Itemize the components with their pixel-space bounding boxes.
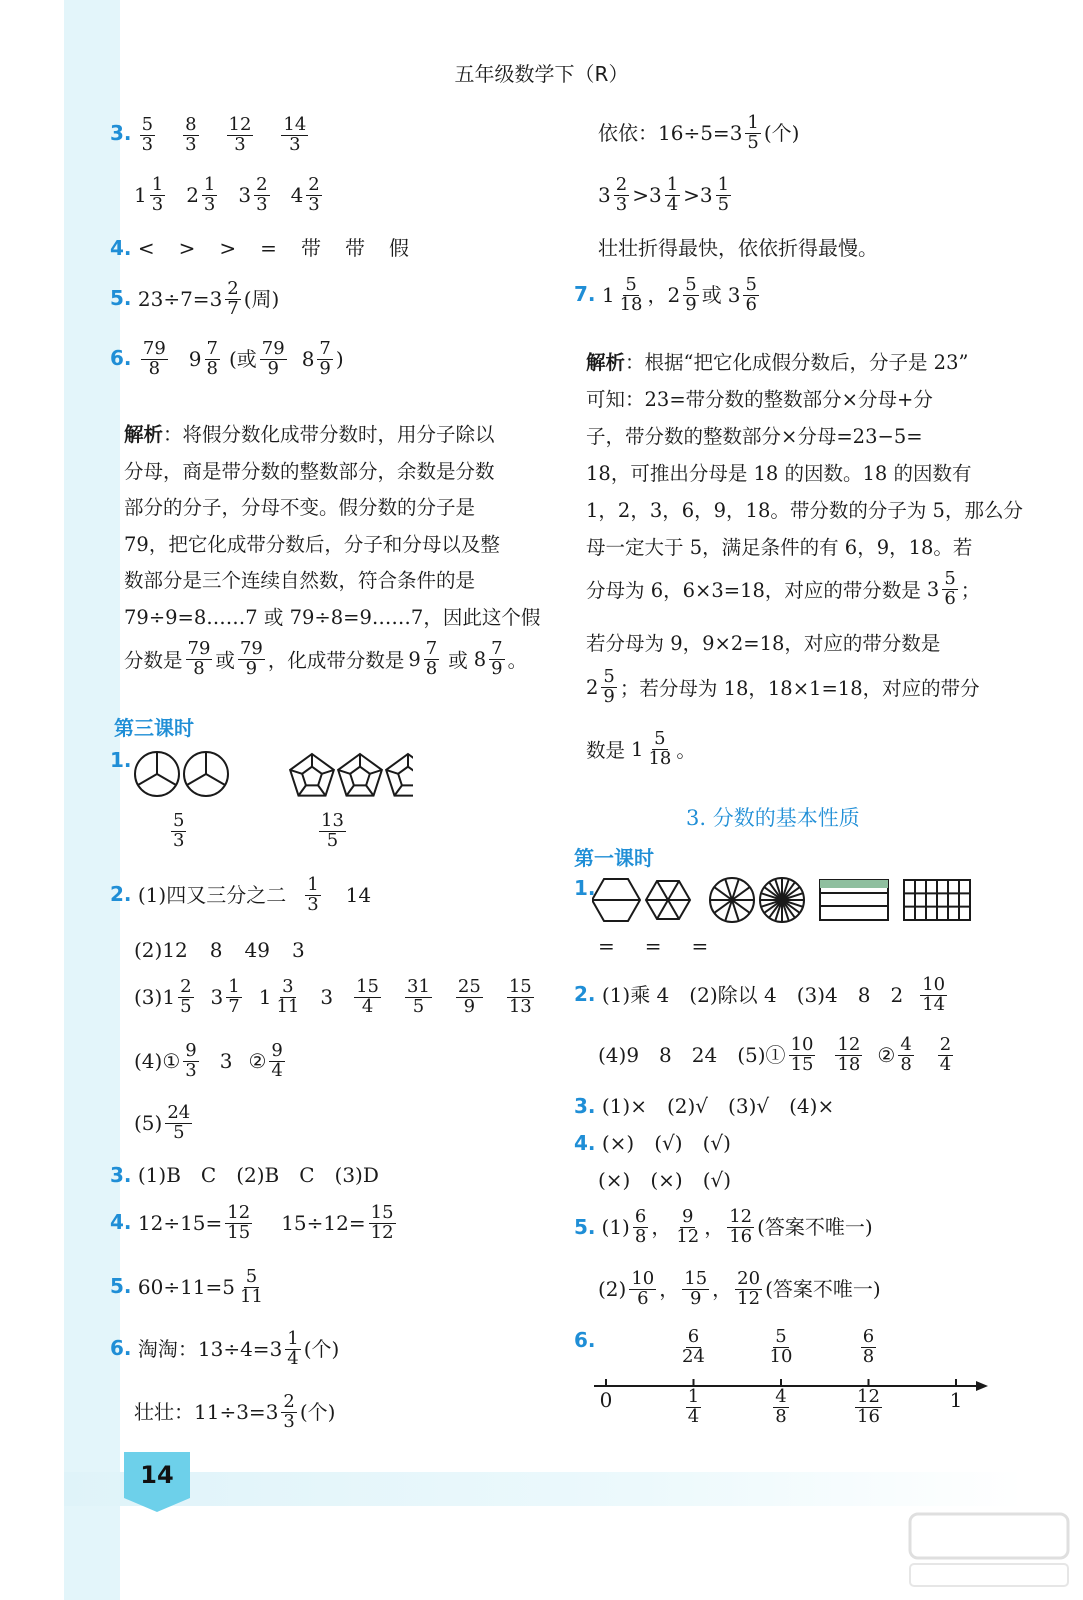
s1-label: 1. <box>110 748 132 772</box>
mixed-fraction: $\frac{3}{11}$ <box>276 976 300 1017</box>
mixed-fraction: $\frac{1}{3}$ <box>151 174 164 215</box>
s2-5-row: (5) $\frac{24}{5}$ <box>134 1102 191 1143</box>
s2-3-row <box>134 978 537 1017</box>
c1-equals-sign: = <box>598 934 615 958</box>
left-s2-1: 2. (1)四又三分之二 $\frac{1}{3}$ 14 <box>110 874 372 915</box>
right-c5b <box>598 1270 881 1309</box>
mixed-fraction: $\frac{1}{3}$ <box>203 174 216 215</box>
left-explanation <box>124 417 540 636</box>
c5-note: (答案不唯一) <box>765 1277 881 1302</box>
q3-label: 3. <box>110 120 132 145</box>
right-explanation-line: 母一定大于 5，满足条件的有 6，9，18。若 <box>586 536 973 559</box>
s2-4-row: (4)① $\frac{9}{3}$ 3 ② $\frac{9}{4}$ <box>134 1040 283 1081</box>
right-c2: 2. (1)乘 4 (2)除以 4 (3)4 8 2 $\frac{10}{14}$ <box>574 974 946 1015</box>
left-s4: 4. 12÷15= $\frac{12}{15}$ 15÷12= $\frac{15}{12}$ <box>110 1202 394 1243</box>
left-q4 <box>110 238 409 258</box>
number-line-lower-label <box>855 1388 883 1427</box>
q3-fraction: $\frac{5}{3}$ <box>141 114 154 155</box>
fraction: $\frac{6}{24}$ <box>682 1326 705 1367</box>
left-explanation-line: 数部分是三个连续自然数，符合条件的是 <box>124 569 476 592</box>
c5-fraction: $\frac{12}{16}$ <box>729 1206 753 1247</box>
mixed-fraction: $\frac{2}{5}$ <box>180 976 192 1017</box>
q4-item: > <box>178 236 196 260</box>
section-title-lesson1: 第一课时 <box>574 846 654 870</box>
c5-note: (答案不唯一) <box>757 1215 873 1240</box>
c4-label: 4. <box>574 1131 596 1155</box>
mixed-fraction: $\frac{2}{3}$ <box>308 174 320 215</box>
c1-equals-row <box>598 936 708 956</box>
s2-2-item: (2)12 <box>134 938 188 962</box>
right-explanation-line: 可知：23=带分数的整数部分×分母+分 <box>586 388 933 411</box>
right-explanation-line: 子，带分数的整数部分×分母=23−5= <box>586 425 923 448</box>
right-explanation-line: 18，可推出分母是 18 的因数。18 的因数有 <box>586 462 972 485</box>
q3-mixed-number <box>291 176 325 215</box>
s2-2-item: 8 <box>209 938 223 962</box>
q3-mixed-number <box>238 176 272 215</box>
q6-close: ) <box>335 347 344 372</box>
s2-2-item: 3 <box>291 938 305 962</box>
number-line-lower-label <box>767 1388 795 1427</box>
number-line-upper-label <box>680 1328 708 1367</box>
mixed-whole: 1 <box>258 985 272 1010</box>
number-line <box>590 1326 990 1446</box>
left-s3 <box>110 1165 379 1185</box>
q4-item: < <box>137 236 155 260</box>
mixed-whole: 1 <box>134 183 147 208</box>
mixed-whole: 4 <box>290 183 304 208</box>
q5-label: 5. <box>110 285 132 310</box>
right-c3 <box>574 1096 834 1116</box>
q4-item: 假 <box>388 236 409 260</box>
section-title-lesson3: 第三课时 <box>114 716 194 740</box>
c1-equals-sign: = <box>691 934 709 958</box>
c5-prefix: (1) <box>601 1215 630 1240</box>
comma: ， <box>712 1277 733 1302</box>
c5-fraction: $\frac{10}{6}$ <box>631 1268 655 1309</box>
q6-label: 6. <box>110 345 132 370</box>
q3-mixed-row <box>134 176 325 215</box>
q4-items <box>138 236 409 260</box>
s1-fraction-2: $\frac{13}{5}$ <box>321 810 344 851</box>
q4-item: 带 <box>300 236 321 260</box>
c3-label: 3. <box>574 1094 596 1118</box>
c3-answer: (1)× (2)√ (3)√ (4)× <box>601 1094 835 1118</box>
s1-fraction-1: $\frac{5}{3}$ <box>173 810 185 851</box>
left-s6b: 壮壮：11÷3=3 $\frac{2}{3}$ (个) <box>134 1391 336 1432</box>
q3-mixed-number <box>134 176 168 215</box>
c2-label: 2. <box>574 981 596 1006</box>
q6-mixed-1-whole: 9 <box>188 347 202 372</box>
circle-thirds-shape <box>135 752 179 796</box>
fraction: $\frac{6}{8}$ <box>862 1326 875 1367</box>
page-number-tab-tip <box>124 1498 190 1512</box>
s2-3-mixed <box>211 978 245 1017</box>
q4-item: = <box>260 236 277 260</box>
number-line-upper-label <box>855 1328 883 1367</box>
q3-fraction-row <box>137 116 312 155</box>
right-c2b: (4)9 8 24 (5)① $\frac{10}{15}$ $\frac{12}{18}$ ② $\frac{4}{8}$ $\frac{2}{4}$ <box>598 1034 952 1075</box>
s2-3-mixed <box>162 978 196 1017</box>
s3-answer: (1)B C (2)B C (3)D <box>137 1163 379 1187</box>
q6-fraction-1: $\frac{79}{8}$ <box>142 338 166 379</box>
comma: ， <box>659 1277 680 1302</box>
right-c4 <box>574 1133 731 1153</box>
q6-mixed-1-fraction: $\frac{7}{8}$ <box>206 338 218 379</box>
arrow-right-icon <box>976 1381 988 1391</box>
s2-3-fraction: $\frac{25}{9}$ <box>457 976 481 1017</box>
mixed-whole: 3 <box>238 183 252 208</box>
left-q5 <box>110 280 279 319</box>
page-number-tab: 14 <box>124 1452 190 1498</box>
rectangle-grid-shape <box>904 880 970 920</box>
mixed-whole: 1 <box>162 985 176 1010</box>
right-explanation-label: 解析 <box>586 351 626 374</box>
right-explanation-line9: 2 $\frac{5}{9}$ ；若分母为 18，18×1=18，对应的带分 <box>586 666 980 707</box>
pentagon-fifths-shape <box>338 754 382 796</box>
s2-label: 2. <box>110 881 132 906</box>
left-q3 <box>110 116 311 155</box>
number-line-zero: 0 <box>599 1388 613 1412</box>
s5-label: 5. <box>110 1273 132 1298</box>
number-line-upper-label <box>767 1328 795 1367</box>
right-explanation-line10: 数是 1 $\frac{5}{18}$ 。 <box>586 728 696 769</box>
s2-3-mixed <box>259 978 305 1017</box>
c6-label: 6. <box>574 1328 596 1352</box>
watermark-logo <box>904 1508 1074 1592</box>
left-q6 <box>110 340 344 379</box>
q5-fraction: $\frac{2}{7}$ <box>227 278 239 319</box>
c1-label: 1. <box>574 876 596 900</box>
left-explanation-line: 79÷9=8……7 或 79÷8=9……7，因此这个假 <box>124 605 541 629</box>
s3-label: 3. <box>110 1163 132 1187</box>
q3-mixed-number <box>186 176 220 215</box>
s4-label: 4. <box>110 1209 132 1234</box>
s2-2-row <box>134 940 305 960</box>
fraction: $\frac{12}{16}$ <box>857 1386 880 1427</box>
q5-expression: 23÷7=3 <box>137 287 223 312</box>
right-r1: 依依：16÷5=3 $\frac{1}{5}$ (个) <box>598 112 800 153</box>
s2-3-fraction: $\frac{15}{13}$ <box>508 976 532 1017</box>
c4-row-2: (×) (×) (√) <box>598 1168 732 1192</box>
number-line-lower-label <box>680 1388 708 1427</box>
right-explanation-line: 1，2，3，6，9，18。带分数的分子为 5，那么分 <box>586 499 1023 522</box>
chapter-title: 3. 分数的基本性质 <box>686 806 860 830</box>
c1-equals-sign: = <box>644 934 662 958</box>
pentagon-fifths-shape <box>290 754 334 796</box>
c5-fraction: $\frac{9}{12}$ <box>676 1206 700 1247</box>
pentagon-fifths-shape <box>386 754 413 796</box>
mixed-whole: 3 <box>210 985 224 1010</box>
left-explanation-line: 79，把它化成带分数后，分子和分母以及整 <box>124 532 500 556</box>
c5-fraction: $\frac{20}{12}$ <box>737 1268 761 1309</box>
c1-shapes <box>592 876 982 926</box>
s1-shapes <box>128 748 413 800</box>
q4-label: 4. <box>110 236 132 260</box>
q3-fraction: $\frac{12}{3}$ <box>228 114 252 155</box>
q6-mixed-2-whole: 8 <box>301 347 315 372</box>
q6-or: (或 <box>228 347 257 372</box>
left-explanation-line: 部分的分子，分母不变。假分数的分子是 <box>124 496 476 519</box>
right-explanation-line7: 分母为 6，6×3=18，对应的带分数是 3 $\frac{5}{6}$ ； <box>586 568 981 609</box>
circle-tenths-shape <box>710 878 754 922</box>
mixed-whole: 2 <box>186 183 199 208</box>
number-line-one: 1 <box>949 1388 963 1412</box>
left-s5: 5. 60÷11=5 $\frac{5}{11}$ <box>110 1266 263 1307</box>
s2-3-int: 3 <box>320 985 334 1010</box>
c5-label: 5. <box>574 1215 596 1240</box>
right-r2-comparison: 3 $\frac{2}{3}$ > 3 $\frac{1}{4}$ > 3 $\frac{1}{5}$ <box>598 174 730 215</box>
right-explanation <box>586 344 1023 566</box>
left-explanation-last-line: 分数是 $\frac{79}{8}$ 或 $\frac{79}{9}$ ，化成带分数是 9 $\frac{7}{8}$ 或 8 $\frac{7}{9}$ 。 <box>124 638 528 679</box>
circle-thirds-shape <box>184 752 228 796</box>
s6-label: 6. <box>110 1335 132 1360</box>
q7-label: 7. <box>574 281 596 306</box>
comma: ， <box>704 1215 725 1240</box>
c5-prefix: (2) <box>598 1277 627 1302</box>
comma: ， <box>651 1215 672 1240</box>
hexagon-sixths-shape <box>646 881 690 919</box>
left-explanation-line: ：将假分数化成带分数时，用分子除以 <box>163 423 495 446</box>
fraction: $\frac{1}{4}$ <box>687 1386 700 1427</box>
q6-mixed-2-fraction: $\frac{7}{9}$ <box>319 338 331 379</box>
q6-fraction-2: $\frac{79}{9}$ <box>261 338 285 379</box>
q3-fraction: $\frac{14}{3}$ <box>283 114 307 155</box>
q4-item: 带 <box>344 236 365 260</box>
c5-fraction: $\frac{6}{8}$ <box>634 1206 647 1247</box>
left-s6: 6. 淘淘：13÷4=3 $\frac{1}{4}$ (个) <box>110 1328 340 1369</box>
fraction: $\frac{4}{8}$ <box>775 1386 787 1427</box>
s2-2-item: 49 <box>244 938 270 962</box>
s2-3-prefix: (3) <box>134 985 163 1010</box>
right-explanation-line8: 若分母为 9，9×2=18，对应的带分数是 <box>586 632 941 655</box>
left-explanation-label: 解析 <box>124 423 164 446</box>
q3-fraction: $\frac{8}{3}$ <box>185 114 197 155</box>
right-q7: 7. 1 $\frac{5}{18}$ ， 2 $\frac{5}{9}$ 或 3 $\frac{5}{6}$ <box>574 274 757 315</box>
mixed-fraction: $\frac{1}{7}$ <box>228 976 240 1017</box>
q4-item: > <box>219 236 237 260</box>
q5-unit: (周) <box>243 287 280 312</box>
s2-3-fraction: $\frac{31}{5}$ <box>407 976 430 1017</box>
fraction: $\frac{5}{10}$ <box>769 1326 793 1367</box>
footer-band <box>64 1472 1024 1506</box>
s2-3-fraction: $\frac{15}{4}$ <box>356 976 379 1017</box>
right-explanation-line: ：根据“把它化成假分数后，分子是 23” <box>625 351 969 374</box>
c4-row-1: (×) (√) (√) <box>601 1131 731 1155</box>
right-r3: 壮壮折得最快，依依折得最慢。 <box>598 236 878 260</box>
c5-fraction: $\frac{15}{9}$ <box>684 1268 708 1309</box>
mixed-fraction: $\frac{2}{3}$ <box>256 174 268 215</box>
right-c5 <box>574 1208 873 1247</box>
left-explanation-line: 分母，商是带分数的整数部分，余数是分数 <box>124 459 495 483</box>
circle-twentieths-shape <box>760 878 804 922</box>
page-header: 五年级数学下（R） <box>454 62 629 86</box>
